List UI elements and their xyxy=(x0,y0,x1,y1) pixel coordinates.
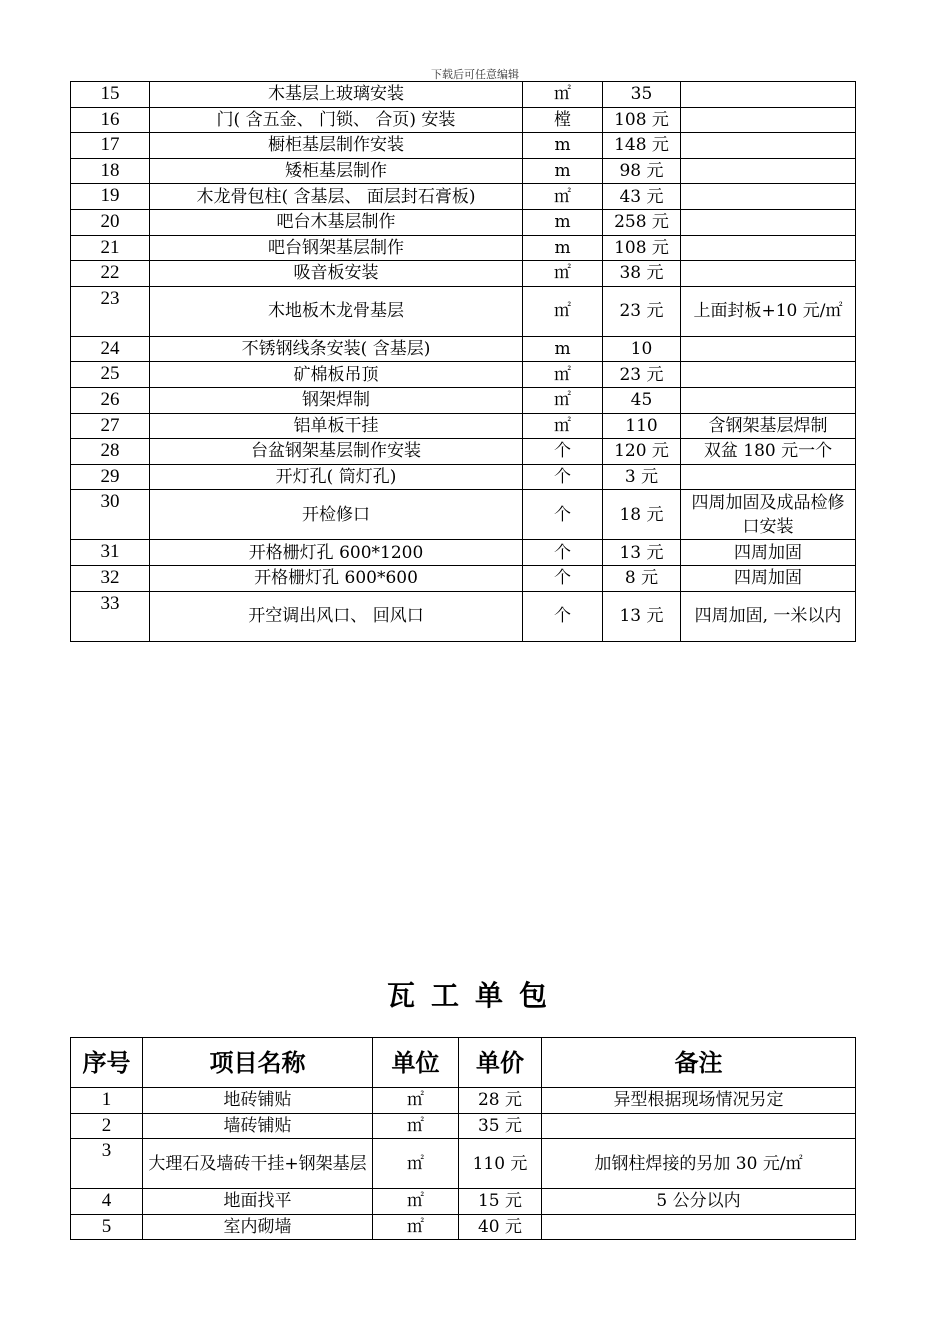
unit: m xyxy=(523,336,603,362)
section-title: 瓦工单包 xyxy=(386,979,563,1012)
price: 98 元 xyxy=(603,158,681,184)
unit: 个 xyxy=(523,565,603,591)
row-number: 22 xyxy=(71,261,150,287)
unit: ㎡ xyxy=(523,413,603,439)
unit: ㎡ xyxy=(373,1088,459,1114)
item-name: 钢架焊制 xyxy=(150,387,523,413)
item-name: 地砖铺贴 xyxy=(143,1088,373,1114)
price: 43 元 xyxy=(603,184,681,210)
note xyxy=(681,362,856,388)
item-name: 吧台钢架基层制作 xyxy=(150,235,523,261)
row-number: 24 xyxy=(71,336,150,362)
note: 双盆 180 元一个 xyxy=(681,439,856,465)
item-name: 橱柜基层制作安装 xyxy=(150,133,523,159)
row-number: 3 xyxy=(71,1139,143,1189)
row-number: 28 xyxy=(71,439,150,465)
item-name: 开格栅灯孔 600*600 xyxy=(150,565,523,591)
unit: 个 xyxy=(523,439,603,465)
price: 35 元 xyxy=(459,1113,542,1139)
price: 40 元 xyxy=(459,1214,542,1240)
item-name: 室内砌墙 xyxy=(143,1214,373,1240)
table-row xyxy=(71,336,856,362)
note xyxy=(681,158,856,184)
note: 5 公分以内 xyxy=(542,1189,856,1215)
row-number: 18 xyxy=(71,158,150,184)
header-unit: 单位 xyxy=(373,1038,459,1088)
price: 45 xyxy=(603,387,681,413)
item-name: 墙砖铺贴 xyxy=(143,1113,373,1139)
item-name: 木地板木龙骨基层 xyxy=(150,286,523,336)
price: 38 元 xyxy=(603,261,681,287)
table-row xyxy=(71,82,856,108)
tiling-price-table xyxy=(70,1037,856,1240)
price: 258 元 xyxy=(603,209,681,235)
unit: ㎡ xyxy=(523,184,603,210)
unit: 个 xyxy=(523,464,603,490)
table-row xyxy=(71,107,856,133)
note xyxy=(681,336,856,362)
header-name: 项目名称 xyxy=(143,1038,373,1088)
header-note: 备注 xyxy=(542,1038,856,1088)
item-name: 开检修口 xyxy=(150,490,523,540)
note xyxy=(681,387,856,413)
header-note: 下载后可任意编辑 xyxy=(431,68,519,81)
unit: ㎡ xyxy=(373,1189,459,1215)
note xyxy=(681,209,856,235)
row-number: 23 xyxy=(71,286,150,336)
unit: 个 xyxy=(523,490,603,540)
note: 含钢架基层焊制 xyxy=(681,413,856,439)
unit: 个 xyxy=(523,540,603,566)
row-number: 30 xyxy=(71,490,150,540)
row-number: 26 xyxy=(71,387,150,413)
table-row xyxy=(71,261,856,287)
row-number: 17 xyxy=(71,133,150,159)
item-name: 不锈钢线条安装( 含基层) xyxy=(150,336,523,362)
table-row xyxy=(71,1139,856,1189)
price: 3 元 xyxy=(603,464,681,490)
table-row xyxy=(71,439,856,465)
row-number: 5 xyxy=(71,1214,143,1240)
note xyxy=(681,82,856,108)
table-row xyxy=(71,1113,856,1139)
note: 四周加固, 一米以内 xyxy=(681,591,856,641)
row-number: 2 xyxy=(71,1113,143,1139)
unit: ㎡ xyxy=(523,82,603,108)
row-number: 15 xyxy=(71,82,150,108)
note: 上面封板+10 元/㎡ xyxy=(681,286,856,336)
item-name: 大理石及墙砖干挂+钢架基层 xyxy=(143,1139,373,1189)
price: 8 元 xyxy=(603,565,681,591)
price: 108 元 xyxy=(603,107,681,133)
table-row xyxy=(71,209,856,235)
unit: ㎡ xyxy=(373,1139,459,1189)
table-row xyxy=(71,158,856,184)
table-row xyxy=(71,591,856,641)
row-number: 27 xyxy=(71,413,150,439)
item-name: 木龙骨包柱( 含基层、 面层封石膏板) xyxy=(150,184,523,210)
item-name: 门( 含五金、 门锁、 合页) 安装 xyxy=(150,107,523,133)
unit: 樘 xyxy=(523,107,603,133)
table-row xyxy=(71,133,856,159)
item-name: 地面找平 xyxy=(143,1189,373,1215)
price: 35 xyxy=(603,82,681,108)
note: 四周加固 xyxy=(681,565,856,591)
price: 110 元 xyxy=(459,1139,542,1189)
note: 加钢柱焊接的另加 30 元/㎡ xyxy=(542,1139,856,1189)
row-number: 31 xyxy=(71,540,150,566)
note xyxy=(542,1214,856,1240)
header-no: 序号 xyxy=(71,1038,143,1088)
unit: m xyxy=(523,209,603,235)
table-row xyxy=(71,1189,856,1215)
row-number: 20 xyxy=(71,209,150,235)
note xyxy=(681,464,856,490)
item-name: 矮柜基层制作 xyxy=(150,158,523,184)
table-row xyxy=(71,490,856,540)
item-name: 吧台木基层制作 xyxy=(150,209,523,235)
unit: m xyxy=(523,235,603,261)
table-row xyxy=(71,362,856,388)
unit: m xyxy=(523,158,603,184)
price: 148 元 xyxy=(603,133,681,159)
note xyxy=(681,235,856,261)
unit: ㎡ xyxy=(523,362,603,388)
table-row xyxy=(71,387,856,413)
unit: ㎡ xyxy=(523,387,603,413)
unit: m xyxy=(523,133,603,159)
table-row xyxy=(71,565,856,591)
table-row xyxy=(71,235,856,261)
note xyxy=(681,184,856,210)
note: 四周加固及成品检修口安装 xyxy=(681,490,856,540)
unit: ㎡ xyxy=(523,261,603,287)
item-name: 台盆钢架基层制作安装 xyxy=(150,439,523,465)
table-header-row xyxy=(71,1038,856,1088)
row-number: 32 xyxy=(71,565,150,591)
price: 13 元 xyxy=(603,540,681,566)
price: 120 元 xyxy=(603,439,681,465)
note xyxy=(542,1113,856,1139)
row-number: 29 xyxy=(71,464,150,490)
row-number: 25 xyxy=(71,362,150,388)
row-number: 16 xyxy=(71,107,150,133)
price: 13 元 xyxy=(603,591,681,641)
price: 23 元 xyxy=(603,286,681,336)
row-number: 21 xyxy=(71,235,150,261)
price: 23 元 xyxy=(603,362,681,388)
price: 10 xyxy=(603,336,681,362)
unit: ㎡ xyxy=(373,1113,459,1139)
item-name: 吸音板安装 xyxy=(150,261,523,287)
note: 四周加固 xyxy=(681,540,856,566)
price: 18 元 xyxy=(603,490,681,540)
item-name: 开空调出风口、 回风口 xyxy=(150,591,523,641)
row-number: 19 xyxy=(71,184,150,210)
row-number: 1 xyxy=(71,1088,143,1114)
note xyxy=(681,133,856,159)
table-row xyxy=(71,286,856,336)
item-name: 铝单板干挂 xyxy=(150,413,523,439)
price: 110 xyxy=(603,413,681,439)
item-name: 开格栅灯孔 600*1200 xyxy=(150,540,523,566)
item-name: 开灯孔( 筒灯孔) xyxy=(150,464,523,490)
item-name: 木基层上玻璃安装 xyxy=(150,82,523,108)
header-price: 单价 xyxy=(459,1038,542,1088)
table-row xyxy=(71,540,856,566)
unit: ㎡ xyxy=(373,1214,459,1240)
unit: ㎡ xyxy=(523,286,603,336)
note xyxy=(681,107,856,133)
table-row xyxy=(71,184,856,210)
price: 15 元 xyxy=(459,1189,542,1215)
price: 108 元 xyxy=(603,235,681,261)
carpentry-price-table xyxy=(70,81,856,642)
item-name: 矿棉板吊顶 xyxy=(150,362,523,388)
table-row xyxy=(71,464,856,490)
table-row xyxy=(71,1088,856,1114)
table-row xyxy=(71,413,856,439)
note: 异型根据现场情况另定 xyxy=(542,1088,856,1114)
row-number: 33 xyxy=(71,591,150,641)
row-number: 4 xyxy=(71,1189,143,1215)
note xyxy=(681,261,856,287)
table-row xyxy=(71,1214,856,1240)
unit: 个 xyxy=(523,591,603,641)
price: 28 元 xyxy=(459,1088,542,1114)
